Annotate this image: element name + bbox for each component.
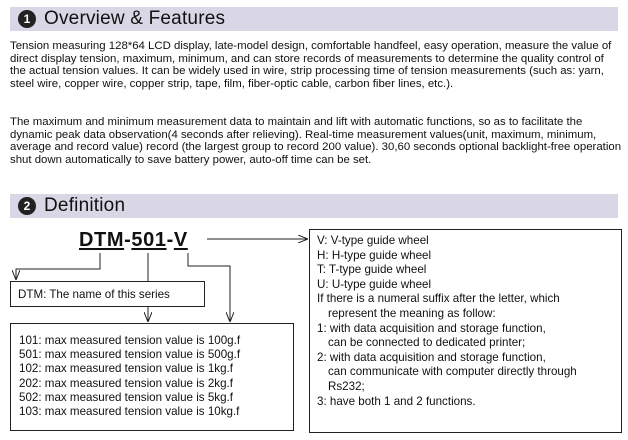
range-line: 202: max measured tension value is 2kg.f	[19, 376, 233, 390]
model-type: V	[173, 229, 188, 251]
suffix-line: 2: with data acquisition and storage function,	[317, 350, 546, 364]
model-prefix: DTM	[79, 229, 125, 251]
suffix-box	[309, 229, 622, 433]
overview-paragraph-2: The maximum and minimum measurement data to maintain and lift with automatic functions, so as to facilitate the dynamic peak data observation(4 seconds after relieving). Real-time measurement values(unit, maximum, minimum, average and record value) record (the largest group to record 200 value). 30,60 seconds optional backlight-free operation shut down automatically to save battery power, auto-off time can be set.	[10, 116, 622, 166]
suffix-line: represent the meaning as follow:	[328, 306, 496, 320]
suffix-line: T: T-type guide wheel	[317, 263, 427, 277]
suffix-line: U: U-type guide wheel	[317, 277, 432, 291]
definition-title: Definition	[44, 195, 126, 216]
series-box: DTM: The name of this series	[10, 281, 205, 307]
suffix-line: can be connected to dedicated printer;	[328, 336, 526, 350]
overview-title: Overview & Features	[44, 8, 226, 29]
suffix-line: Rs232;	[328, 379, 365, 393]
arrow-series	[16, 253, 100, 279]
range-box	[10, 323, 294, 431]
overview-paragraph-1: Tension measuring 128*64 LCD display, late-model design, comfortable handfeel, easy operation, measure the value of direct display tension, maximum, minimum, and can store records of measurements to determine the quality control of the actual tension values. It can be widely used in wire, strip processing time of tension measurements (such as: yarn, steel wire, copper wire, copper strip, tape, film, fiber-optic cable, carbon fiber lines, etc.).	[10, 40, 612, 90]
section-number-badge: 2	[18, 197, 36, 215]
range-line: 501: max measured tension value is 500g.f	[19, 348, 241, 362]
suffix-line: 3: have both 1 and 2 functions.	[317, 394, 476, 408]
suffix-line: V: V-type guide wheel	[317, 234, 429, 247]
model-separator: -	[166, 229, 174, 251]
model-separator: -	[124, 229, 132, 251]
range-line: 103: max measured tension value is 10kg.f	[19, 405, 240, 419]
section-number-badge: 1	[18, 10, 36, 28]
suffix-line: can communicate with computer directly through	[328, 365, 577, 379]
range-line: 502: max measured tension value is 5kg.f	[19, 390, 233, 404]
range-line: 102: max measured tension value is 1kg.f	[19, 362, 233, 376]
range-line: 101: max measured tension value is 100g.f	[19, 334, 241, 347]
suffix-line: 1: with data acquisition and storage function,	[317, 321, 546, 335]
suffix-line: H: H-type guide wheel	[317, 248, 432, 262]
model-range: 501	[131, 229, 167, 251]
suffix-line: If there is a numeral suffix after the letter, which	[317, 292, 560, 306]
